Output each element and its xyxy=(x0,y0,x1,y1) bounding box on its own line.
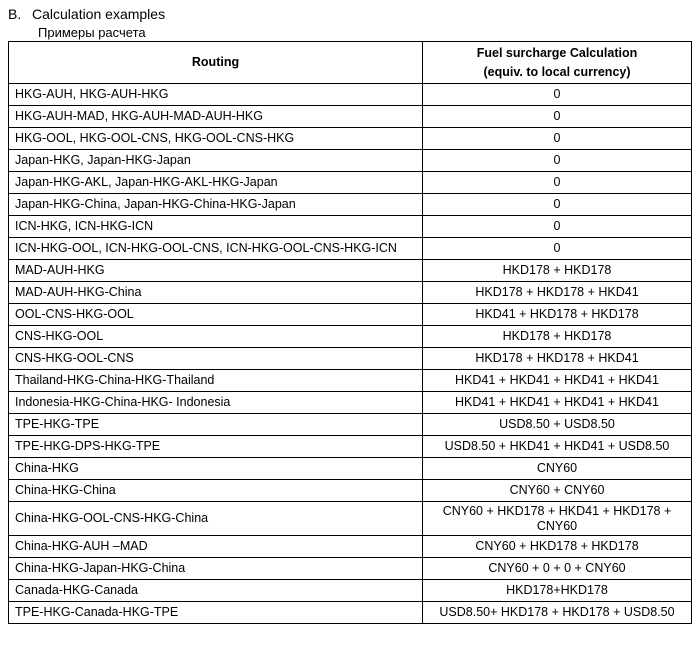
table-row xyxy=(9,392,692,414)
routing-cell: MAD-AUH-HKG xyxy=(9,260,423,282)
table-row xyxy=(9,238,692,260)
calculation-cell: 0 xyxy=(423,150,692,172)
table-row xyxy=(9,260,692,282)
section-heading xyxy=(8,5,165,23)
calculation-cell: CNY60 + HKD178 + HKD41 + HKD178 + CNY60 xyxy=(423,502,692,536)
routing-cell: Thailand-HKG-China-HKG-Thailand xyxy=(9,370,423,392)
routing-cell: OOL-CNS-HKG-OOL xyxy=(9,304,423,326)
calculation-cell: 0 xyxy=(423,172,692,194)
table-row xyxy=(9,172,692,194)
table-row xyxy=(9,370,692,392)
calculation-cell: HKD178 + HKD178 xyxy=(423,326,692,348)
routing-cell: CNS-HKG-OOL-CNS xyxy=(9,348,423,370)
calculation-cell: CNY60 + HKD178 + HKD178 xyxy=(423,536,692,558)
calculation-table xyxy=(8,41,692,624)
calculation-column-header xyxy=(423,42,692,84)
calculation-cell: 0 xyxy=(423,216,692,238)
calculation-cell: CNY60 + 0 + 0 + CNY60 xyxy=(423,558,692,580)
routing-cell: Canada-HKG-Canada xyxy=(9,580,423,602)
calculation-header-line1: Fuel surcharge Calculation xyxy=(476,45,638,60)
table-row xyxy=(9,128,692,150)
routing-cell: Indonesia-HKG-China-HKG- Indonesia xyxy=(9,392,423,414)
table-row xyxy=(9,194,692,216)
calculation-cell: USD8.50 + USD8.50 xyxy=(423,414,692,436)
routing-cell: HKG-AUH-MAD, HKG-AUH-MAD-AUH-HKG xyxy=(9,106,423,128)
table-row xyxy=(9,414,692,436)
calculation-cell: 0 xyxy=(423,128,692,150)
calculation-cell: HKD178 + HKD178 + HKD41 xyxy=(423,282,692,304)
calculation-cell: 0 xyxy=(423,194,692,216)
section-title: Calculation examples xyxy=(32,6,166,22)
calculation-cell: HKD41 + HKD178 + HKD178 xyxy=(423,304,692,326)
table-row xyxy=(9,282,692,304)
calculation-cell: HKD41 + HKD41 + HKD41 + HKD41 xyxy=(423,370,692,392)
routing-cell: MAD-AUH-HKG-China xyxy=(9,282,423,304)
calculation-header-line2: (equiv. to local currency) xyxy=(483,64,631,79)
table-row xyxy=(9,326,692,348)
routing-cell: TPE-HKG-Canada-HKG-TPE xyxy=(9,602,423,624)
table-row xyxy=(9,106,692,128)
calculation-cell: HKD178 + HKD178 xyxy=(423,260,692,282)
calculation-cell: CNY60 xyxy=(423,458,692,480)
table-row xyxy=(9,502,692,536)
table-row xyxy=(9,304,692,326)
routing-column-header: Routing xyxy=(9,42,423,84)
routing-cell: HKG-AUH, HKG-AUH-HKG xyxy=(9,84,423,106)
table-header-row xyxy=(9,42,692,84)
routing-cell: Japan-HKG-China, Japan-HKG-China-HKG-Japan xyxy=(9,194,423,216)
calculation-cell: 0 xyxy=(423,84,692,106)
routing-cell: China-HKG-Japan-HKG-China xyxy=(9,558,423,580)
routing-cell: China-HKG-OOL-CNS-HKG-China xyxy=(9,502,423,536)
calculation-cell: CNY60 + CNY60 xyxy=(423,480,692,502)
calculation-cell: USD8.50 + HKD41 + HKD41 + USD8.50 xyxy=(423,436,692,458)
table-row xyxy=(9,84,692,106)
table-row xyxy=(9,580,692,602)
routing-cell: ICN-HKG-OOL, ICN-HKG-OOL-CNS, ICN-HKG-OOL-CNS-HKG-ICN xyxy=(9,238,423,260)
calculation-cell: HKD178 + HKD178 + HKD41 xyxy=(423,348,692,370)
routing-cell: TPE-HKG-TPE xyxy=(9,414,423,436)
calculation-cell: USD8.50+ HKD178 + HKD178 + USD8.50 xyxy=(423,602,692,624)
routing-cell: Japan-HKG, Japan-HKG-Japan xyxy=(9,150,423,172)
table-row xyxy=(9,150,692,172)
calculation-cell: 0 xyxy=(423,238,692,260)
section-letter: B. xyxy=(8,6,22,22)
routing-cell: China-HKG-AUH –MAD xyxy=(9,536,423,558)
section-subtitle: Примеры расчета xyxy=(38,25,146,40)
table-row xyxy=(9,536,692,558)
routing-cell: CNS-HKG-OOL xyxy=(9,326,423,348)
calculation-cell: HKD41 + HKD41 + HKD41 + HKD41 xyxy=(423,392,692,414)
routing-cell: China-HKG-China xyxy=(9,480,423,502)
calculation-cell: HKD178+HKD178 xyxy=(423,580,692,602)
routing-cell: HKG-OOL, HKG-OOL-CNS, HKG-OOL-CNS-HKG xyxy=(9,128,423,150)
routing-cell: China-HKG xyxy=(9,458,423,480)
table-row xyxy=(9,436,692,458)
table-body xyxy=(9,84,692,624)
table-row xyxy=(9,348,692,370)
table-row xyxy=(9,480,692,502)
table-row xyxy=(9,458,692,480)
routing-cell: ICN-HKG, ICN-HKG-ICN xyxy=(9,216,423,238)
routing-cell: Japan-HKG-AKL, Japan-HKG-AKL-HKG-Japan xyxy=(9,172,423,194)
table-row xyxy=(9,216,692,238)
table-row xyxy=(9,558,692,580)
calculation-cell: 0 xyxy=(423,106,692,128)
routing-cell: TPE-HKG-DPS-HKG-TPE xyxy=(9,436,423,458)
table-row xyxy=(9,602,692,624)
